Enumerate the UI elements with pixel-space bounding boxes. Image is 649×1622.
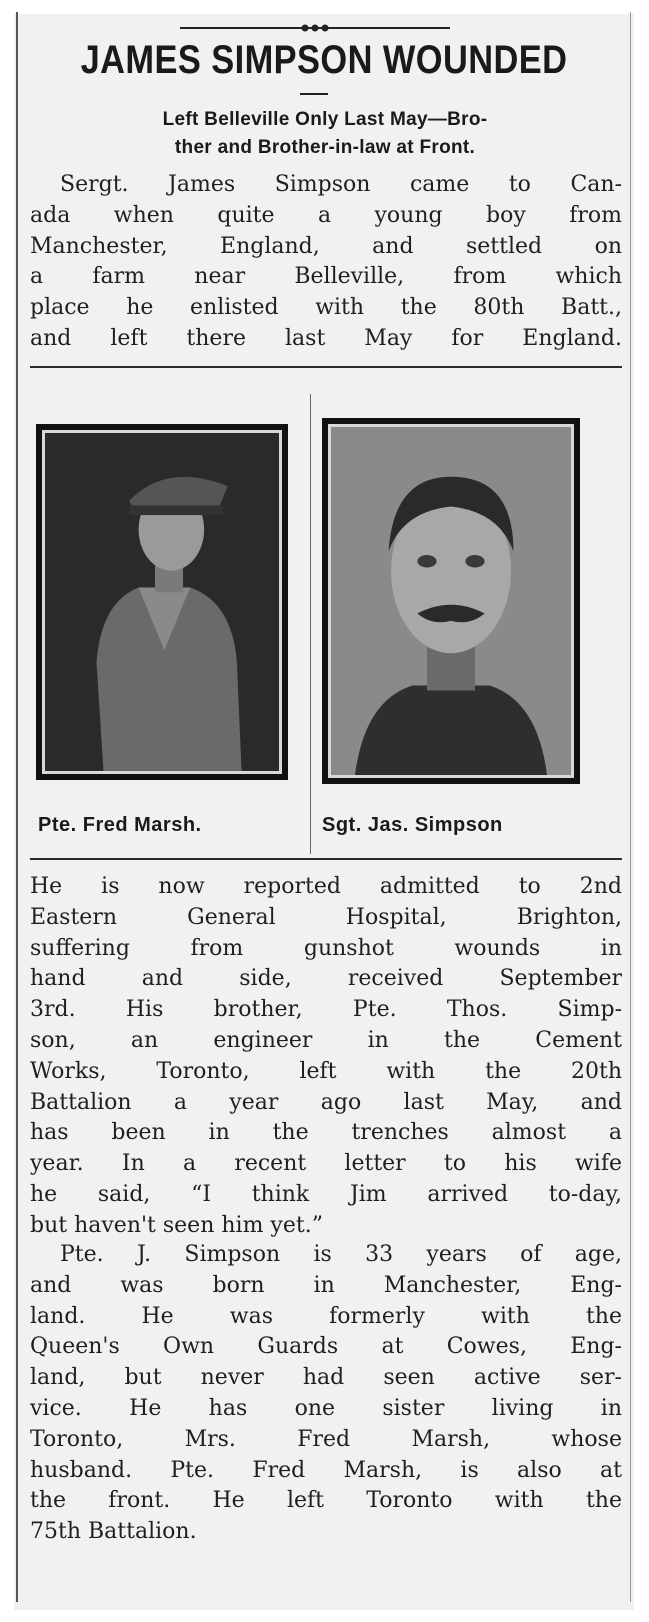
text-line: land. He was formerly with the <box>30 1303 622 1329</box>
text-line: vice. He has one sister living in <box>30 1395 622 1421</box>
subhead-line: ther and Brother-in-law at Front. <box>174 137 476 158</box>
column-rule-left <box>16 12 18 1602</box>
text-line: year. In a recent letter to his wife <box>30 1151 622 1177</box>
photo-jas-simpson <box>322 418 580 784</box>
text-line: Battalion a year ago last May, and <box>30 1089 622 1115</box>
text-line: a farm near Belleville, from which <box>30 264 622 290</box>
text-line: 75th Battalion. <box>30 1519 197 1545</box>
headline: JAMES SIMPSON WOUNDED <box>80 38 568 82</box>
text-line: but haven't seen him yet.” <box>30 1212 323 1238</box>
text-line: suffering from gunshot wounds in <box>30 935 622 961</box>
text-line: He is now reported admitted to 2nd <box>30 874 622 899</box>
text-line: and left there last May for England. <box>30 325 622 351</box>
man-portrait-image <box>331 427 571 775</box>
photo-fred-marsh <box>36 424 288 780</box>
text-line: and was born in Manchester, Eng- <box>30 1272 622 1298</box>
column-rule-right <box>630 12 631 1602</box>
text-line: Toronto, Mrs. Fred Marsh, whose <box>30 1426 622 1452</box>
caption-jas-simpson: Sgt. Jas. Simpson <box>322 814 503 836</box>
section-rule <box>30 858 622 860</box>
caption-fred-marsh: Pte. Fred Marsh. <box>38 814 202 836</box>
subhead-line: Left Belleville Only Last May—Bro- <box>162 109 488 130</box>
text-line: Queen's Own Guards at Cowes, Eng- <box>30 1334 622 1360</box>
text-line: ada when quite a young boy from <box>30 202 622 228</box>
text-line: son, an engineer in the Cement <box>30 1027 622 1053</box>
photo-divider <box>310 394 311 854</box>
headline-ornament <box>180 24 450 32</box>
text-line: has been in the trenches almost a <box>30 1120 622 1146</box>
text-line: Manchester, England, and settled on <box>30 233 622 259</box>
soldier-portrait-image <box>45 433 279 771</box>
headline-dash <box>300 93 328 95</box>
text-line: land, but never had seen active ser- <box>30 1365 622 1391</box>
text-line: place he enlisted with the 80th Batt., <box>30 295 622 321</box>
text-line: 3rd. His brother, Pte. Thos. Simp- <box>30 997 622 1023</box>
paragraph-2 <box>30 1240 622 1548</box>
paragraph-1 <box>30 872 622 1242</box>
text-line: Pte. J. Simpson is 33 years of age, <box>60 1242 622 1267</box>
text-line: Eastern General Hospital, Brighton, <box>30 904 622 930</box>
intro-paragraph <box>30 170 622 355</box>
text-line: husband. Pte. Fred Marsh, is also at <box>30 1457 622 1483</box>
section-rule <box>30 366 622 368</box>
text-line: hand and side, received September <box>30 966 622 992</box>
text-line: Sergt. James Simpson came to Can- <box>60 172 622 197</box>
subheadline <box>28 106 622 162</box>
text-line: Works, Toronto, left with the 20th <box>30 1058 622 1084</box>
text-line: the front. He left Toronto with the <box>30 1488 622 1514</box>
text-line: he said, “I think Jim arrived to-day, <box>30 1181 622 1207</box>
